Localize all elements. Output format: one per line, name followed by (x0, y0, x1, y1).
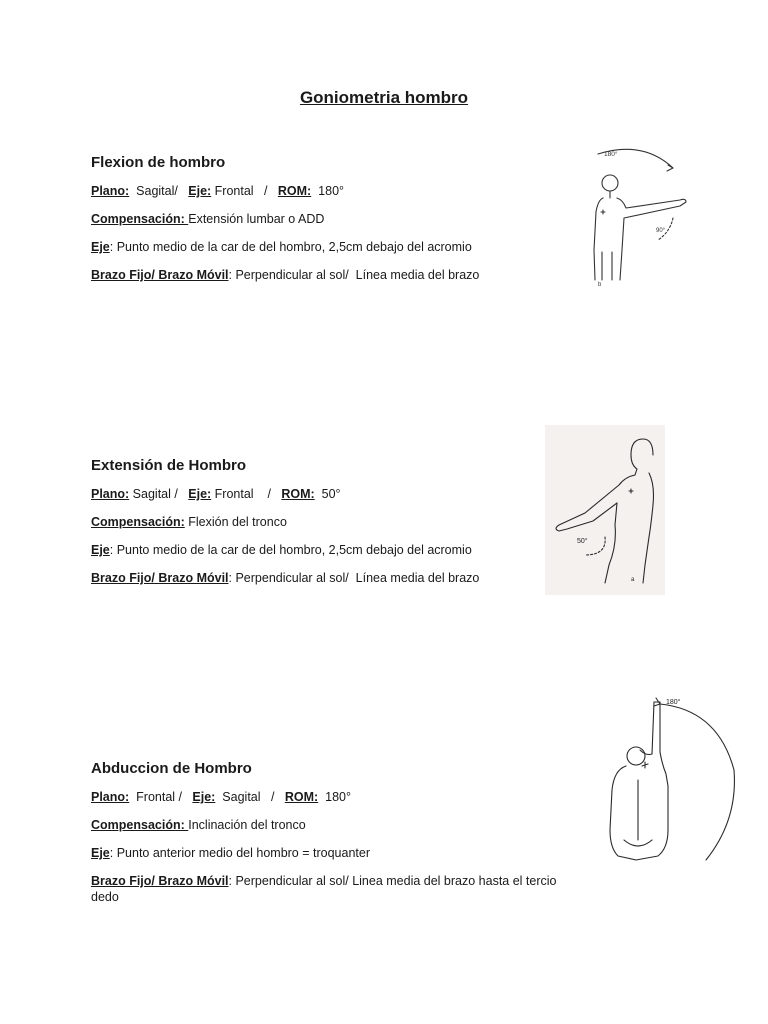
brazo-line (91, 873, 571, 905)
eje-axis-value: : Punto medio de la car de del hombro, 2,5cm debajo del acromio (109, 543, 472, 557)
figure-flexion (568, 140, 708, 290)
figure-angle-label-side: 90° (656, 228, 666, 234)
rom-label: ROM: (281, 487, 315, 501)
compensacion-label: Compensación: (91, 212, 189, 226)
eje-value: Frontal / (211, 487, 282, 501)
section-heading: Extensión de Hombro (91, 457, 247, 474)
brazo-value: : Perpendicular al sol/ Linea media del brazo hasta el tercio dedo (91, 874, 560, 904)
brazo-line (91, 267, 571, 283)
plano-line (91, 183, 571, 199)
compensacion-label: Compensación: (91, 515, 185, 529)
eje-axis-value: : Punto anterior medio del hombro = troquanter (109, 846, 370, 860)
eje-line (91, 845, 571, 861)
eje-axis-label: Eje (91, 543, 110, 557)
compensacion-line (91, 817, 571, 833)
brazo-label: Brazo Fijo/ Brazo Móvil (91, 571, 229, 585)
rom-value: 180° (318, 790, 351, 804)
section-heading: Abduccion de Hombro (91, 760, 252, 777)
plano-label: Plano: (91, 487, 130, 501)
figure-letter: b (598, 282, 602, 288)
eje-line (91, 542, 571, 558)
plano-value: Sagital / (129, 487, 189, 501)
eje-label: Eje: (188, 487, 212, 501)
compensacion-value: Flexión del tronco (184, 515, 287, 529)
rom-value: 180° (311, 184, 345, 198)
plano-value: Sagital/ (129, 184, 189, 198)
section-heading: Flexion de hombro (91, 154, 226, 171)
section-flexion (91, 154, 571, 295)
compensacion-line (91, 514, 571, 530)
plano-line (91, 789, 571, 805)
figure-letter: a (631, 577, 635, 583)
plano-line (91, 486, 571, 502)
section-extension (91, 457, 571, 598)
compensacion-value: Extensión lumbar o ADD (188, 212, 325, 226)
figure-angle-label: 50° (577, 538, 588, 545)
brazo-label: Brazo Fijo/ Brazo Móvil (91, 874, 229, 888)
figure-angle-label: 180° (604, 151, 618, 158)
eje-label: Eje: (192, 790, 216, 804)
figure-abduccion (588, 690, 738, 900)
rom-label: ROM: (284, 790, 319, 804)
compensacion-label: Compensación: (91, 818, 189, 832)
page-title: Goniometria hombro (299, 88, 469, 107)
brazo-line (91, 570, 571, 586)
plano-label: Plano: (91, 184, 130, 198)
eje-axis-label: Eje (91, 240, 110, 254)
brazo-label: Brazo Fijo/ Brazo Móvil (91, 268, 229, 282)
plano-value: Frontal / (129, 790, 193, 804)
eje-line (91, 239, 571, 255)
eje-value: Frontal / (211, 184, 278, 198)
brazo-value: : Perpendicular al sol/ Línea media del brazo (228, 571, 480, 585)
eje-axis-value: : Punto medio de la car de del hombro, 2,5cm debajo del acromio (109, 240, 472, 254)
brazo-value: : Perpendicular al sol/ Línea media del brazo (228, 268, 480, 282)
abduccion-arc (660, 704, 734, 860)
rom-label: ROM: (277, 184, 312, 198)
compensacion-value: Inclinación del tronco (188, 818, 306, 832)
rom-value: 50° (314, 487, 341, 501)
section-abduccion (91, 760, 571, 917)
eje-axis-label: Eje (91, 846, 110, 860)
figure-extension (545, 425, 665, 595)
compensacion-line (91, 211, 571, 227)
plano-label: Plano: (91, 790, 130, 804)
figure-angle-label: 180° (666, 699, 681, 706)
eje-value: Sagital / (215, 790, 285, 804)
eje-label: Eje: (188, 184, 212, 198)
